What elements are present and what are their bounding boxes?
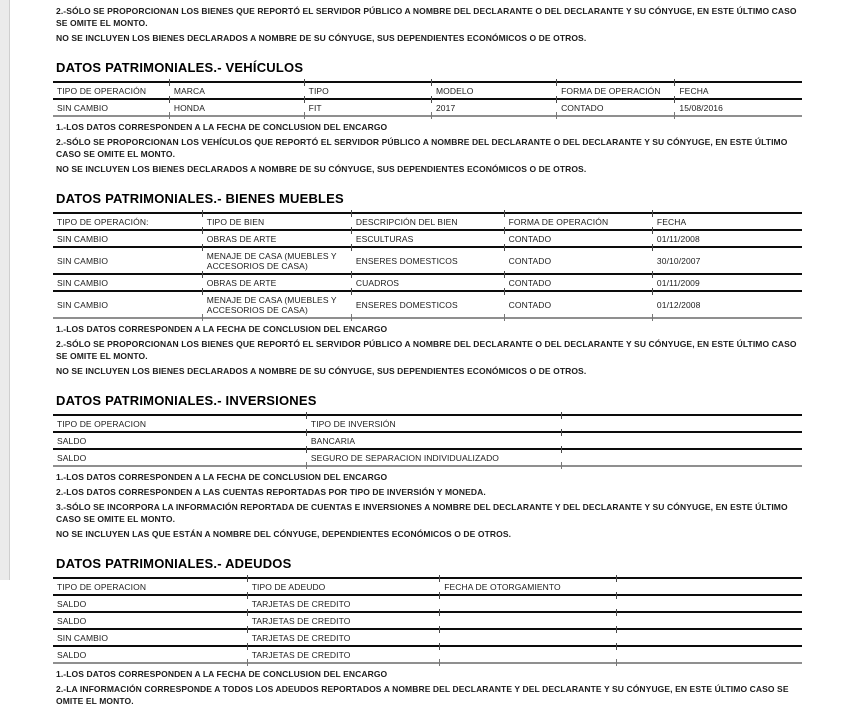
header-row: [53, 415, 802, 432]
table-row: [53, 646, 802, 663]
column-header: TIPO DE OPERACION: [57, 418, 147, 429]
table-cell: MENAJE DE CASA (MUEBLES Y ACCESORIOS DE CASA): [203, 291, 352, 318]
column-header: MARCA: [170, 82, 305, 99]
table-row: [53, 230, 802, 247]
note-text: 1.-LOS DATOS CORRESPONDEN A LA FECHA DE CONCLUSION DEL ENCARGO: [56, 472, 388, 482]
table-cell: SALDO: [53, 646, 248, 663]
table-cell: MENAJE DE CASA (MUEBLES Y ACCESORIOS DE CASA): [203, 247, 352, 274]
table-cell: TARJETAS DE CREDITO: [248, 612, 440, 629]
page-left-margin: [0, 0, 10, 580]
table-cell: CONTADO: [505, 291, 653, 318]
table-cell: [440, 612, 617, 629]
section-vehiculos: [53, 61, 802, 175]
table-cell: OBRAS DE ARTE: [203, 230, 352, 247]
table-cell: SIN CAMBIO: [53, 629, 248, 646]
table-cell: [440, 646, 617, 663]
section-title: DATOS PATRIMONIALES.- ADEUDOS: [56, 556, 292, 571]
note-text: 2.-SÓLO SE PROPORCIONAN LOS VEHÍCULOS QUE REPORTÓ EL SERVIDOR PÚBLICO A NOMBRE DEL DECLARANTE O DEL DECLARANTE Y SU CÓNYUGE, EN ESTE ÚLTIMO CASO SE OMITE EL MONTO.: [56, 137, 788, 159]
section-title: DATOS PATRIMONIALES.- INVERSIONES: [56, 393, 317, 408]
column-header: TIPO DE ADEUDO: [248, 578, 440, 595]
section-title: DATOS PATRIMONIALES.- VEHÍCULOS: [56, 60, 304, 75]
table-cell: SALDO: [53, 595, 248, 612]
table-cell: CONTADO: [505, 230, 653, 247]
note-text: NO SE INCLUYEN LAS QUE ESTÁN A NOMBRE DEL CÓNYUGE, DEPENDIENTES ECONÓMICOS O DE OTROS.: [56, 529, 512, 539]
table-cell: SALDO: [53, 612, 248, 629]
table-cell: SALDO: [53, 432, 307, 449]
column-header: TIPO DE OPERACION: [57, 581, 147, 592]
table-cell: SIN CAMBIO: [53, 230, 203, 247]
intro-notes: [53, 5, 802, 44]
column-header: TIPO DE OPERACIÓN:: [57, 216, 149, 227]
note-text: 1.-LOS DATOS CORRESPONDEN A LA FECHA DE CONCLUSION DEL ENCARGO: [56, 122, 388, 132]
table-inversiones: [53, 414, 802, 467]
note-text: 2.-SÓLO SE PROPORCIONAN LOS BIENES QUE REPORTÓ EL SERVIDOR PÚBLICO A NOMBRE DEL DECLARANTE O DEL DECLARANTE Y SU CÓNYUGE, EN ESTE ÚLTIMO CASO SE OMITE EL MONTO.: [56, 6, 797, 28]
note-text: 2.-SÓLO SE PROPORCIONAN LOS BIENES QUE REPORTÓ EL SERVIDOR PÚBLICO A NOMBRE DEL DECLARANTE O DEL DECLARANTE Y SU CÓNYUGE, EN ESTE ÚLTIMO CASO SE OMITE EL MONTO.: [56, 339, 797, 361]
table-cell: [617, 646, 802, 663]
table-row: [53, 595, 802, 612]
note-text: NO SE INCLUYEN LOS BIENES DECLARADOS A NOMBRE DE SU CÓNYUGE, SUS DEPENDIENTES ECONÓMICOS O DE OTROS.: [56, 366, 587, 376]
table-cell: TARJETAS DE CREDITO: [248, 646, 440, 663]
table-cell: [617, 612, 802, 629]
note-text: NO SE INCLUYEN LOS BIENES DECLARADOS A NOMBRE DE SU CÓNYUGE, SUS DEPENDIENTES ECONÓMICOS O DE OTROS.: [56, 164, 587, 174]
table-cell: ENSERES DOMESTICOS: [352, 291, 505, 318]
table-cell: [562, 449, 802, 466]
table-vehiculos: [53, 81, 802, 117]
table-row: [53, 291, 802, 318]
declaration-document: [53, 0, 802, 707]
column-header: [562, 415, 802, 432]
section-inversiones: [53, 394, 802, 540]
table-cell: SIN CAMBIO: [53, 99, 170, 116]
table-row: [53, 629, 802, 646]
section-notes: [53, 121, 802, 175]
table-cell: FIT: [305, 99, 432, 116]
table-cell: OBRAS DE ARTE: [203, 274, 352, 291]
table-cell: 30/10/2007: [653, 247, 802, 274]
table-cell: [440, 595, 617, 612]
table-cell: ENSERES DOMESTICOS: [352, 247, 505, 274]
table-cell: ESCULTURAS: [352, 230, 505, 247]
table-cell: CONTADO: [505, 247, 653, 274]
table-cell: [562, 432, 802, 449]
note-text: 1.-LOS DATOS CORRESPONDEN A LA FECHA DE CONCLUSION DEL ENCARGO: [56, 669, 388, 679]
column-header: TIPO DE BIEN: [203, 213, 352, 230]
table-cell: 01/11/2009: [653, 274, 802, 291]
column-header: FECHA: [653, 213, 802, 230]
note-text: 2.-LA INFORMACIÓN CORRESPONDE A TODOS LOS ADEUDOS REPORTADOS A NOMBRE DEL DECLARANTE Y DEL DECLARANTE Y SU CÓNYUGE, EN ESTE ÚLTIMO CASO SE OMITE EL MONTO.: [56, 684, 789, 706]
table-cell: 01/11/2008: [653, 230, 802, 247]
table-cell: SIN CAMBIO: [53, 274, 203, 291]
table-cell: TARJETAS DE CREDITO: [248, 629, 440, 646]
section-title: DATOS PATRIMONIALES.- BIENES MUEBLES: [56, 191, 344, 206]
section-notes: [53, 323, 802, 377]
column-header: TIPO DE INVERSIÓN: [307, 415, 562, 432]
table-cell: CUADROS: [352, 274, 505, 291]
column-header: TIPO DE OPERACIÓN: [57, 85, 147, 96]
header-row: [53, 82, 802, 99]
table-row: [53, 247, 802, 274]
table-cell: SALDO: [53, 449, 307, 466]
table-cell: SIN CAMBIO: [53, 247, 203, 274]
column-header: FECHA DE OTORGAMIENTO: [440, 578, 617, 595]
table-cell: HONDA: [170, 99, 305, 116]
table-row: [53, 612, 802, 629]
section-notes: [53, 668, 802, 707]
table-cell: 2017: [432, 99, 557, 116]
table-cell: 01/12/2008: [653, 291, 802, 318]
column-header: DESCRIPCIÓN DEL BIEN: [352, 213, 505, 230]
table-row: [53, 432, 802, 449]
note-text: NO SE INCLUYEN LOS BIENES DECLARADOS A NOMBRE DE SU CÓNYUGE, SUS DEPENDIENTES ECONÓMICOS O DE OTROS.: [56, 33, 587, 43]
section-notes: [53, 471, 802, 540]
header-row: [53, 578, 802, 595]
table-bienes-muebles: [53, 212, 802, 319]
table-cell: BANCARIA: [307, 432, 562, 449]
note-text: 1.-LOS DATOS CORRESPONDEN A LA FECHA DE CONCLUSION DEL ENCARGO: [56, 324, 388, 334]
note-text: 3.-SÓLO SE INCORPORA LA INFORMACIÓN REPORTADA DE CUENTAS E INVERSIONES A NOMBRE DEL DECLARANTE Y DEL DECLARANTE Y SU CÓNYUGE, EN ESTE ÚLTIMO CASO SE OMITE EL MONTO.: [56, 502, 788, 524]
table-cell: [617, 629, 802, 646]
table-cell: TARJETAS DE CREDITO: [248, 595, 440, 612]
table-row: [53, 99, 802, 116]
column-header: TIPO: [305, 82, 432, 99]
note-text: 2.-LOS DATOS CORRESPONDEN A LAS CUENTAS REPORTADAS POR TIPO DE INVERSIÓN Y MONEDA.: [56, 487, 486, 497]
table-row: [53, 274, 802, 291]
table-cell: 15/08/2016: [675, 99, 802, 116]
table-adeudos: [53, 577, 802, 664]
table-cell: CONTADO: [505, 274, 653, 291]
table-cell: [617, 595, 802, 612]
table-row: [53, 449, 802, 466]
table-cell: [440, 629, 617, 646]
table-cell: SEGURO DE SEPARACION INDIVIDUALIZADO: [307, 449, 562, 466]
section-bienes-muebles: [53, 192, 802, 377]
column-header: FECHA: [675, 82, 802, 99]
column-header: FORMA DE OPERACIÓN: [505, 213, 653, 230]
sections-container: [53, 61, 802, 707]
table-cell: CONTADO: [557, 99, 675, 116]
table-cell: SIN CAMBIO: [53, 291, 203, 318]
column-header: MODELO: [432, 82, 557, 99]
column-header: [617, 578, 802, 595]
header-row: [53, 213, 802, 230]
column-header: FORMA DE OPERACIÓN: [557, 82, 675, 99]
